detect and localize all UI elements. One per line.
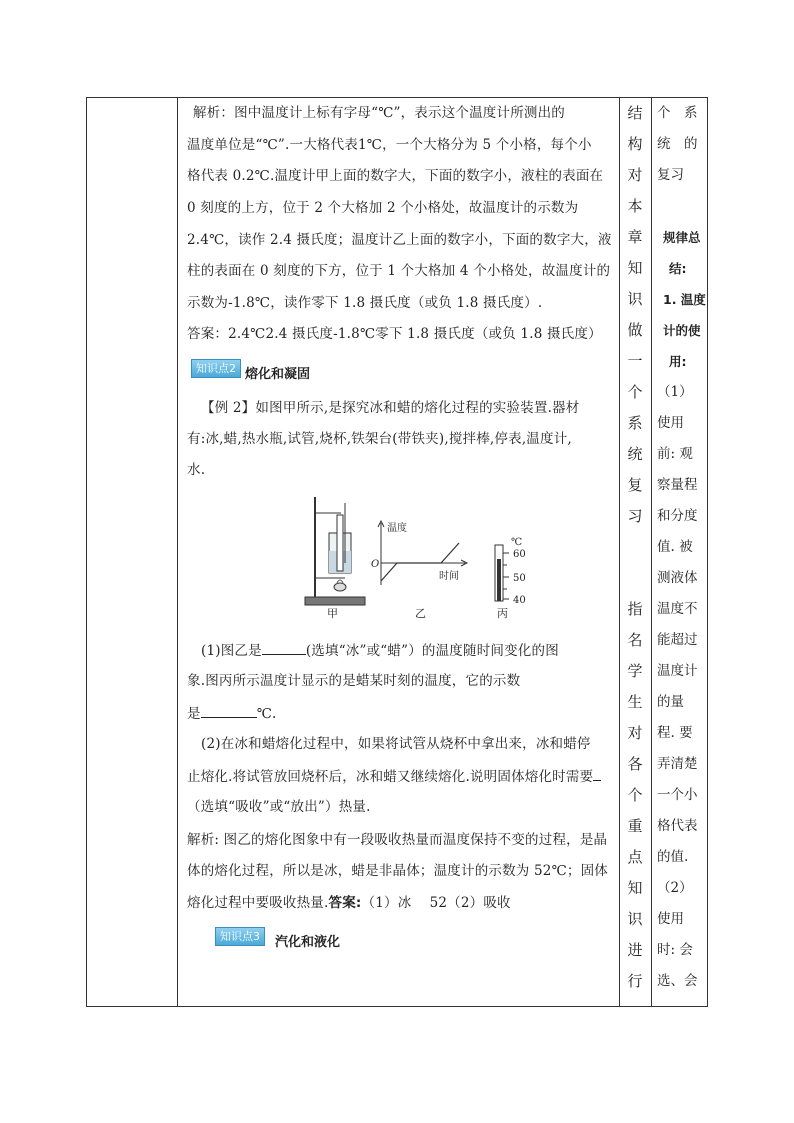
question1-suffix: ℃. bbox=[256, 706, 277, 722]
teacher-activity-column bbox=[623, 98, 647, 997]
notes-line: 复习 bbox=[657, 167, 684, 183]
notes-item: 弄清楚 bbox=[657, 756, 698, 772]
answer-blank[interactable] bbox=[262, 640, 306, 655]
example-line: 【例 2】如图甲所示,是探究冰和蜡的熔化过程的实验装置.器材 bbox=[201, 400, 580, 416]
label-yi: 乙 bbox=[415, 607, 426, 620]
knowledge-point-badge: 知识点2 bbox=[191, 359, 241, 378]
lesson-table bbox=[86, 97, 708, 1007]
question1-prefix: 是 bbox=[187, 706, 201, 722]
column-divider-2 bbox=[619, 98, 620, 1006]
section-title: 汽化和液化 bbox=[275, 935, 341, 950]
rule-subtitle: 用: bbox=[669, 354, 687, 369]
rule-subtitle: 计的使 bbox=[663, 323, 701, 338]
notes-item: 的值. bbox=[657, 849, 689, 865]
notes-item: 程. 要 bbox=[657, 725, 693, 741]
analysis1-line: 0 刻度的上方，位于 2 个大格加 2 个小格处，故温度计的示数为 bbox=[187, 200, 579, 216]
question1-prefix: (1)图乙是 bbox=[201, 643, 262, 659]
rule-title: 规律总 bbox=[663, 230, 701, 245]
apparatus-jia bbox=[305, 497, 365, 605]
char: 识 bbox=[627, 910, 643, 928]
thermometer-unit: ℃ bbox=[511, 537, 523, 548]
axis-y-label: 温度 bbox=[387, 523, 407, 534]
analysis1-line: 格代表 0.2℃.温度计甲上面的数字大，下面的数字小，液柱的表面在 bbox=[187, 168, 604, 184]
example-line: 有:冰,蜡,热水瓶,试管,烧杯,铁架台(带铁夹),搅拌棒,停表,温度计, bbox=[187, 431, 572, 447]
label-jia: 甲 bbox=[327, 607, 338, 620]
origin-label: O bbox=[371, 559, 380, 570]
notes-item: 的量 bbox=[657, 694, 684, 710]
char: 学 bbox=[627, 662, 643, 680]
char: 复 bbox=[627, 476, 643, 494]
analysis1-line: 柱的表面在 0 刻度的下方，位于 1 个大格加 4 个小格处，故温度计的 bbox=[187, 263, 611, 279]
notes-item: 时: 会 bbox=[657, 942, 693, 958]
axis-x-label: 时间 bbox=[439, 571, 459, 582]
thermometer-bing bbox=[495, 545, 509, 601]
analysis1-answer: 答案：2.4℃2.4 摄氏度-1.8℃零下 1.8 摄氏度（或负 1.8 摄氏度） bbox=[187, 326, 602, 342]
question2-text: 止熔化.将试管放回烧杯后，冰和蜡又继续熔化.说明固体熔化时需要 bbox=[187, 769, 594, 785]
analysis1-line: 示数为-1.8℃，读作零下 1.8 摄氏度（或负 1.8 摄氏度）. bbox=[187, 295, 543, 311]
char: 重 bbox=[627, 817, 643, 835]
rule-title: 结: bbox=[669, 261, 687, 276]
question2-line bbox=[187, 766, 601, 786]
answer-blank[interactable] bbox=[593, 766, 601, 781]
analysis2-line: 解析: 图乙的熔化图象中有一段吸收热量而温度保持不变的过程，是晶 bbox=[187, 832, 608, 848]
question1-line: 象.图丙所示温度计显示的是蜡某时刻的温度，它的示数 bbox=[187, 673, 521, 689]
question1-suffix: (选填“冰”或“蜡”）的温度随时间变化的图 bbox=[305, 643, 559, 659]
char: 系 bbox=[627, 414, 643, 432]
notes-item: 温度计 bbox=[657, 663, 698, 679]
content-column bbox=[179, 98, 619, 1006]
rule-subtitle: 1. 温度 bbox=[663, 292, 706, 307]
answer-blank[interactable] bbox=[201, 703, 257, 718]
char: 做 bbox=[627, 321, 643, 339]
notes-item: （1） bbox=[657, 384, 693, 400]
char: 进 bbox=[627, 941, 643, 959]
question1-line bbox=[187, 703, 277, 723]
char: 识 bbox=[627, 290, 643, 308]
analysis2-text: 熔化过程中要吸收热量. bbox=[187, 895, 329, 911]
experiment-figure bbox=[297, 493, 557, 623]
char: 生 bbox=[627, 693, 643, 711]
question1-line bbox=[201, 640, 559, 660]
notes-item: 测液体 bbox=[657, 570, 698, 586]
answer-text: （1）冰 52（2）吸收 bbox=[361, 895, 511, 911]
knowledge-point-badge: 知识点3 bbox=[215, 927, 265, 946]
tick-label: 60 bbox=[513, 549, 526, 560]
char: 构 bbox=[627, 135, 643, 153]
char: 本 bbox=[627, 197, 643, 215]
notes-item: 使用 bbox=[657, 415, 684, 431]
notes-item: 格代表 bbox=[657, 818, 698, 834]
char: 名 bbox=[627, 631, 643, 649]
char: 统 bbox=[627, 445, 643, 463]
section-title: 熔化和凝固 bbox=[245, 367, 311, 382]
char: 知 bbox=[627, 259, 643, 277]
example-line: 水. bbox=[187, 462, 206, 478]
tick-label: 50 bbox=[513, 573, 526, 584]
analysis1-line: 2.4℃，读作 2.4 摄氏度；温度计乙上面的数字小，下面的数字大，液 bbox=[187, 232, 612, 248]
notes-item: 能超过 bbox=[657, 632, 698, 648]
char: 点 bbox=[627, 848, 643, 866]
char: 知 bbox=[627, 879, 643, 897]
char: 章 bbox=[627, 228, 643, 246]
notes-column bbox=[657, 98, 706, 997]
notes-item: 使用 bbox=[657, 911, 684, 927]
char: 个 bbox=[627, 786, 643, 804]
analysis2-line: 体的熔化过程，所以是冰，蜡是非晶体；温度计的示数为 52℃；固体 bbox=[187, 863, 608, 879]
notes-item: 察量程 bbox=[657, 477, 698, 493]
notes-item: 温度不 bbox=[657, 601, 698, 617]
notes-item: 值. 被 bbox=[657, 539, 693, 555]
notes-line: 个 系 bbox=[657, 105, 698, 121]
char: 个 bbox=[627, 383, 643, 401]
char: 各 bbox=[627, 755, 643, 773]
analysis2-line bbox=[187, 894, 511, 912]
notes-item: （2） bbox=[657, 880, 693, 896]
analysis1-line: 解析：图中温度计上标有字母“℃”，表示这个温度计所测出的 bbox=[193, 105, 566, 121]
column-divider-3 bbox=[651, 98, 652, 1006]
analysis1-line: 温度单位是“℃”.一大格代表1℃，一个大格分为 5 个小格，每个小 bbox=[187, 137, 592, 153]
char: 对 bbox=[627, 166, 643, 184]
notes-item: 一个小 bbox=[657, 787, 698, 803]
notes-item: 前: 观 bbox=[657, 446, 693, 462]
char: 一 bbox=[627, 352, 643, 370]
char: 行 bbox=[627, 972, 643, 990]
notes-line: 统 的 bbox=[657, 136, 698, 152]
question2-line: （选填“吸收”或“放出”）热量. bbox=[187, 799, 371, 815]
tick-label: 40 bbox=[513, 595, 526, 606]
answer-label: 答案: bbox=[328, 895, 362, 911]
char: 习 bbox=[627, 507, 643, 525]
question2-line: (2)在冰和蜡熔化过程中，如果将试管从烧杯中拿出来，冰和蜡停 bbox=[201, 736, 591, 752]
char: 结 bbox=[627, 104, 643, 122]
char: 对 bbox=[627, 724, 643, 742]
label-bing: 丙 bbox=[497, 607, 508, 620]
notes-item: 和分度 bbox=[657, 508, 698, 524]
char: 指 bbox=[627, 600, 643, 618]
column-divider-1 bbox=[177, 98, 178, 1006]
notes-item: 选、会 bbox=[657, 973, 698, 989]
